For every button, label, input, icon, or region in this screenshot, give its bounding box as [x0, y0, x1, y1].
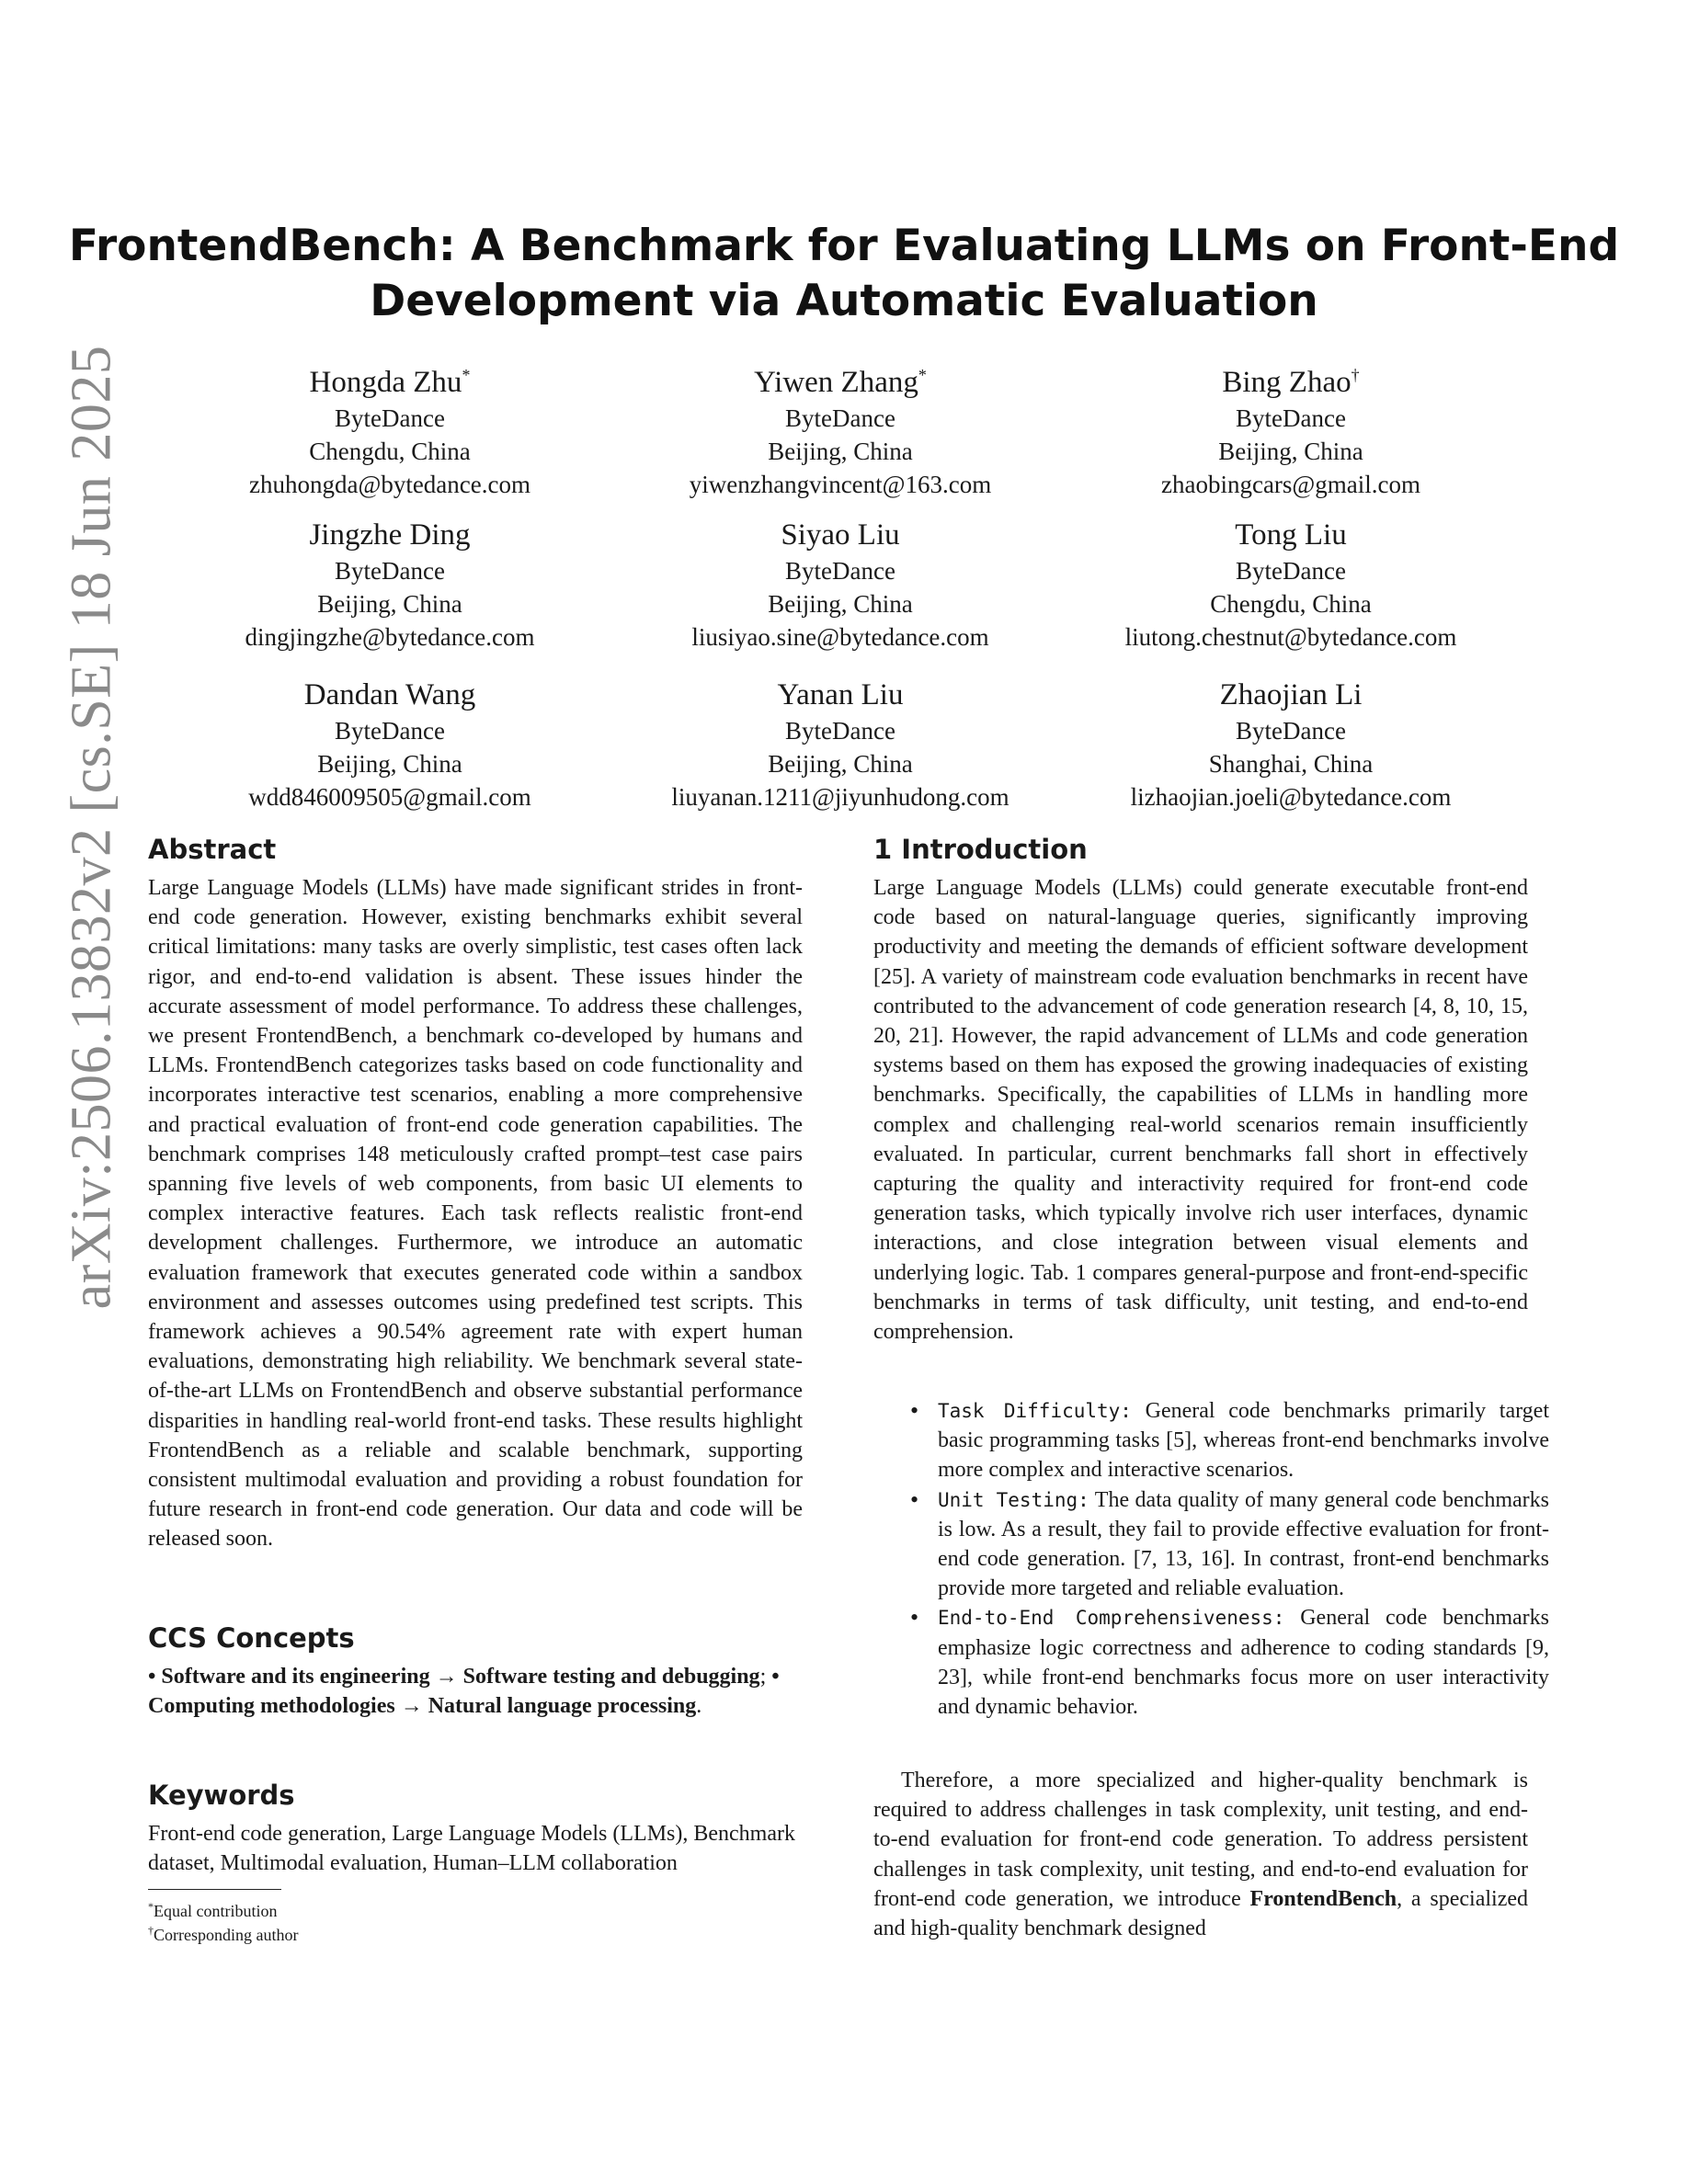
author-card [132, 516, 647, 654]
author-email: lizhaojian.joeli@bytedance.com [1130, 783, 1452, 811]
author-org: ByteDance [335, 557, 445, 585]
ccs-concept-2: • Computing methodologies → Natural language processing [148, 1665, 780, 1719]
abstract-text: Large Language Models (LLMs) have made significant strides in front-end code generation. However, existing benchmarks exhibit several critical limitations: many tasks are overly simplistic, test cases often lack rigor, and end-to-end validation is absent. These issues hinder the accurate assessment of model performance. To address these challenges, we present FrontendBench, a benchmark co-developed by humans and LLMs. FrontendBench categorizes tasks based on code functionality and incorporates interactive test scenarios, enabling a more comprehensive and practical evaluation of front-end code generation capabilities. The benchmark comprises 148 meticulously crafted prompt–test case pairs spanning five levels of web components, from basic UI elements to complex interactive features. Each task reflects realistic front-end development challenges. Furthermore, we introduce an automatic evaluation framework that executes generated code within a sandbox environment and assesses outcomes using predefined test scripts. This framework achieves a 90.54% agreement rate with expert human evaluations, demonstrating high reliability. We benchmark several state-of-the-art LLMs on FrontendBench and observe substantial performance disparities in handling real-world front-end tasks. These results highlight FrontendBench as a reliable and scalable benchmark, supporting consistent multimodal evaluation and providing a robust foundation for future research in front-end code generation. Our data and code will be released soon. [148, 876, 803, 1552]
author-name: Tong Liu [1235, 518, 1347, 552]
author-location: Chengdu, China [309, 438, 471, 465]
author-card [1033, 516, 1548, 654]
keywords-text: Front-end code generation, Large Language Models (LLMs), Benchmark dataset, Multimodal evaluation, Human–LLM collaboration [148, 1822, 795, 1876]
author-org: ByteDance [785, 557, 895, 585]
footnote-corresponding [148, 1919, 298, 1946]
author-card [1033, 676, 1548, 813]
author-name: Yanan Liu [777, 678, 904, 711]
author-org: ByteDance [785, 404, 895, 432]
author-location: Beijing, China [768, 590, 913, 618]
author-org: ByteDance [1236, 557, 1346, 585]
author-org: ByteDance [335, 717, 445, 745]
footnote-text: Corresponding author [154, 1926, 299, 1944]
author-card [1033, 356, 1548, 501]
author-location: Beijing, China [1218, 438, 1363, 465]
author-location: Shanghai, China [1208, 750, 1374, 778]
author-name: Yiwen Zhang [754, 366, 918, 399]
author-card [583, 516, 1098, 654]
footnote-mark: * [148, 1900, 154, 1913]
author-card [583, 676, 1098, 813]
ccs-concepts [148, 1662, 803, 1721]
author-name: Siyao Liu [781, 518, 900, 552]
author-email: zhaobingcars@gmail.com [1160, 471, 1421, 498]
ccs-concept-1: • Software and its engineering → Software testing and debugging [148, 1665, 760, 1689]
author-email: wdd846009505@gmail.com [248, 783, 531, 811]
author-email: zhuhongda@bytedance.com [248, 471, 530, 498]
introduction-heading: 1 Introduction [873, 834, 1088, 865]
ccs-heading: CCS Concepts [148, 1622, 355, 1654]
list-item-text: The data quality of many general code benchmarks is low. As a result, they fail to provide effective evaluation for front-end code generation. [7, 13, 16]. In contrast, front-end benchmarks provide more targeted and reliable evaluation. [938, 1487, 1549, 1601]
author-location: Chengdu, China [1210, 590, 1372, 618]
paragraph-text: , a specialized and high-quality benchmark designed [873, 1886, 1528, 1941]
title-line-1: FrontendBench: A Benchmark for Evaluating LLMs on Front-End [68, 221, 1620, 271]
introduction-paragraph-1: Large Language Models (LLMs) could generate executable front-end code based on natural-language queries, significantly improving productivity and meeting the demands of efficient software development [25]. A variety of mainstream code evaluation benchmarks in recent have contributed to the advancement of code generation research [4, 8, 10, 15, 20, 21]. However, the rapid advancement of LLMs and code generation systems based on them has exposed the growing inadequacies of existing benchmarks. Specifically, the capabilities of LLMs in handling more complex and challenging real-world scenarios remain insufficiently evaluated. In particular, current benchmarks fall short in effectively capturing the quality and interactivity required for front-end code generation tasks, which typically involve rich user interfaces, dynamic interactions, and close integration between visual elements and underlying logic. Tab. 1 compares general-purpose and front-end-specific benchmarks in terms of task difficulty, unit testing, and end-to-end comprehension. [873, 876, 1528, 1345]
author-email: liutong.chestnut@bytedance.com [1124, 623, 1457, 651]
benchmark-name: FrontendBench [1249, 1886, 1397, 1911]
footnote-rule [148, 1889, 281, 1890]
author-org: ByteDance [1236, 717, 1346, 745]
author-email: dingjingzhe@bytedance.com [245, 623, 535, 651]
title-line-2: Development via Automatic Evaluation [370, 276, 1318, 326]
author-org: ByteDance [785, 717, 895, 745]
author-email: liusiyao.sine@bytedance.com [691, 623, 989, 651]
footnote-equal [148, 1895, 277, 1922]
footnote-mark: † [148, 1924, 154, 1937]
list-item [910, 1396, 1549, 1485]
abstract-heading: Abstract [148, 834, 277, 865]
author-mark: * [918, 366, 927, 384]
author-location: Beijing, China [768, 438, 913, 465]
list-item-term: Task Difficulty: [938, 1400, 1132, 1422]
author-name: Hongda Zhu [309, 366, 462, 399]
author-email: yiwenzhangvincent@163.com [689, 471, 992, 498]
author-name: Jingzhe Ding [309, 518, 471, 552]
author-location: Beijing, China [317, 750, 462, 778]
introduction-paragraph-2 [873, 1766, 1528, 1943]
author-org: ByteDance [1236, 404, 1346, 432]
author-card [132, 676, 647, 813]
challenge-list [910, 1396, 1549, 1722]
list-item-term: Unit Testing: [938, 1488, 1089, 1511]
author-mark: * [462, 366, 471, 384]
author-email: liuyanan.1211@jiyunhudong.com [671, 783, 1009, 811]
list-item [910, 1485, 1549, 1604]
author-location: Beijing, China [768, 750, 913, 778]
author-location: Beijing, China [317, 590, 462, 618]
author-name: Bing Zhao [1222, 366, 1352, 399]
author-org: ByteDance [335, 404, 445, 432]
list-item-text: General code benchmarks emphasize logic correctness and adherence to coding standards [9, 23], while front-end benchmarks focus more on user interactivity and dynamic behavior. [938, 1606, 1549, 1720]
author-card [132, 356, 647, 501]
paragraph-text: Therefore, a more specialized and higher-quality benchmark is required to address challenges in task complexity, unit testing, and end-to-end evaluation for front-end code generation. To address persistent challenges in task complexity, unit testing, and end-to-end evaluation for front-end code generation, we introduce [873, 1769, 1528, 1911]
arxiv-identifier: arXiv:2506.13832v2 [cs.SE] 18 Jun 2025 [60, 345, 123, 1310]
author-name: Zhaojian Li [1219, 678, 1363, 711]
author-name: Dandan Wang [303, 678, 476, 711]
keywords-heading: Keywords [148, 1780, 295, 1811]
paper-title [0, 219, 1688, 329]
ccs-end: . [696, 1694, 702, 1719]
list-item-term: End-to-End Comprehensiveness: [938, 1607, 1285, 1630]
ccs-separator: ; [759, 1665, 772, 1689]
list-item-text: General code benchmarks primarily target basic programming tasks [5], whereas front-end benchmarks involve more complex and interactive scenarios. [938, 1399, 1549, 1483]
author-mark: † [1351, 366, 1360, 384]
footnote-text: Equal contribution [154, 1902, 278, 1920]
list-item [910, 1603, 1549, 1722]
author-card [583, 356, 1098, 501]
